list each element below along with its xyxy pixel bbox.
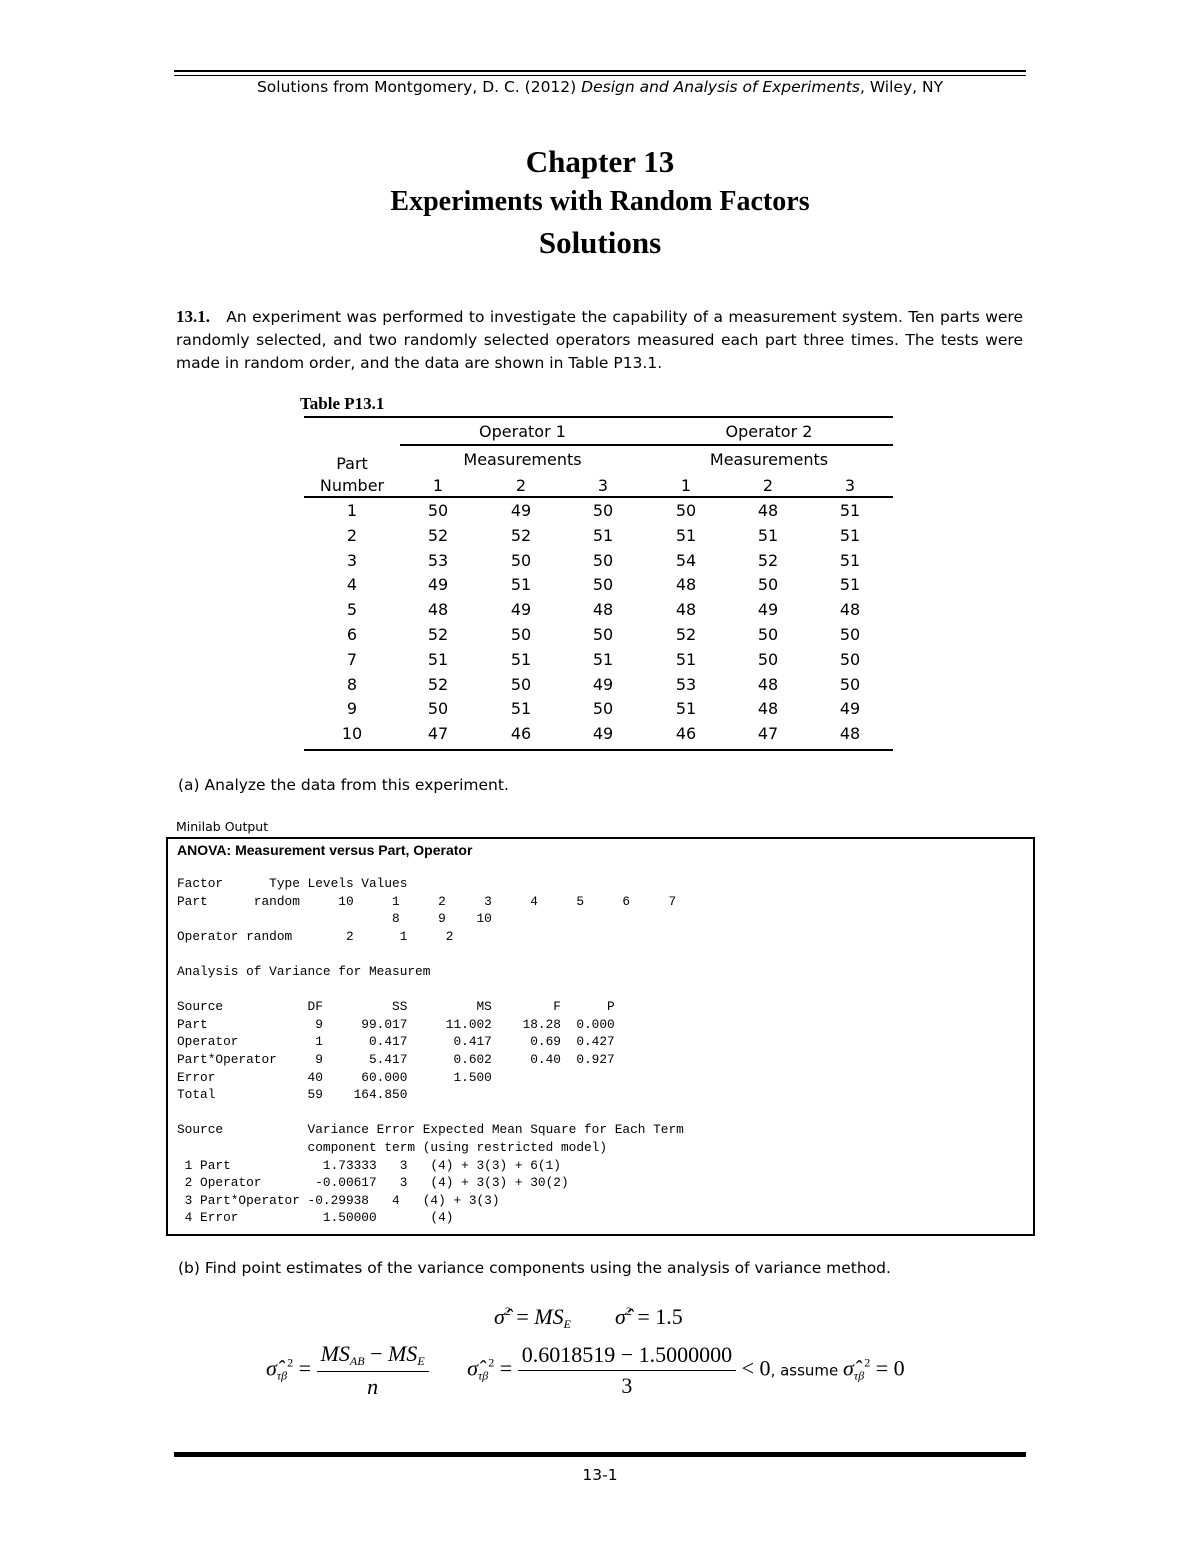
measurement-cell: 51 — [510, 575, 532, 595]
measurement-cell: 49 — [427, 575, 449, 595]
measurement-cell: 52 — [427, 674, 449, 694]
page-number: 13-1 — [582, 1466, 618, 1484]
measurement-cell: 51 — [839, 501, 861, 520]
chapter-title: Chapter 13 — [525, 144, 675, 179]
part-header: Part — [336, 454, 368, 473]
chapter-titles — [0, 142, 1200, 264]
part-number-cell: 10 — [341, 724, 363, 744]
measurement-cell: 48 — [839, 724, 861, 744]
problem-statement — [176, 305, 1023, 375]
measurement-cell: 48 — [427, 600, 449, 620]
measurement-cell: 50 — [427, 501, 449, 520]
measurement-cell: 52 — [675, 625, 697, 644]
measurement-cell: 51 — [592, 649, 614, 669]
measurement-cell: 50 — [839, 625, 861, 644]
header-rule — [174, 70, 1026, 76]
header-book-title: Design and Analysis of Experiments — [581, 78, 860, 96]
measurement-cell: 49 — [510, 600, 532, 620]
measurement-cell: 51 — [427, 649, 449, 669]
measurement-cell: 49 — [839, 699, 861, 719]
measurement-cell: 50 — [675, 501, 697, 520]
measurement-cell: 50 — [510, 625, 532, 644]
measurement-cell: 50 — [839, 674, 861, 694]
measurement-cell: 51 — [757, 525, 779, 545]
measurement-cell: 50 — [757, 625, 779, 644]
measurement-cell: 50 — [757, 649, 779, 669]
measurement-cell: 54 — [675, 550, 697, 570]
measurement-cell: 51 — [510, 699, 532, 719]
chapter-subtitle: Experiments with Random Factors — [390, 186, 810, 217]
measurement-cell: 49 — [592, 674, 614, 694]
header-prefix: Solutions from Montgomery, D. C. (2012) — [256, 78, 582, 96]
error-variance-value: 1.5 — [655, 1304, 683, 1329]
measurement-cell: 50 — [592, 575, 614, 595]
measurement-cell: 52 — [510, 525, 532, 545]
output-title: ANOVA: Measurement versus Part, Operator — [177, 842, 473, 858]
measurement-cell: 52 — [757, 550, 779, 570]
measurement-cell: 48 — [757, 699, 779, 719]
equation-interaction-variance: $\sigmâ_{\tau\beta}^2$ = $\frac{MS_{AB} - MS_E}{n}$ $\sigmâ_{\tau\beta}^2$ = $\frac{0.6018519 - 1.5000000}{3}$ < 0, assume $\sigmâ_{\tau\beta}^2 = 0$ — [266, 1341, 905, 1399]
table-rule-operators — [400, 444, 893, 446]
measurement-cell: 50 — [510, 674, 532, 694]
part-number-cell: 5 — [346, 600, 358, 620]
measurement-cell: 51 — [839, 575, 861, 595]
measurement-cell: 50 — [757, 575, 779, 595]
number-header: Number — [319, 476, 385, 495]
measurement-column-header: 3 — [844, 476, 856, 495]
part-number-cell: 8 — [346, 674, 358, 694]
measurement-column-header: 3 — [597, 476, 609, 495]
running-header — [174, 78, 1026, 96]
measurement-cell: 49 — [510, 501, 532, 520]
measurement-cell: 46 — [510, 724, 532, 744]
operator2-measurements-header: Measurements — [709, 450, 829, 469]
measurement-cell: 51 — [675, 699, 697, 719]
output-text: Factor Type Levels Values Part random 10 1 2 3 4 5 6 7 8 9 10 Operator random 2 1 2 Analysis of Variance for Measurem Source DF SS MS F P Part 9 99.017 11.002 18.28 0.000 Operator 1 0.417 0.417 0.69 0.427 Part*Operator 9 5.417 0.602 0.40 0.927 Error 40 60.000 1.500 Total 59 164.850 Source Variance Error Expected Mean Square for Each Term component term (using restricted model) 1 Part 1.73333 3 (4) + 3(3) + 6(1) 2 Operator -0.00617 3 (4) + 3(3) + 30(2) 3 Part*Operator -0.29938 4 (4) + 3(3) 4 Error 1.50000 (4) — [177, 876, 684, 1226]
measurement-cell: 48 — [592, 600, 614, 620]
measurement-cell: 53 — [675, 674, 697, 694]
table-rule-header — [304, 496, 893, 498]
question-b: (b) Find point estimates of the variance components using the analysis of variance method. — [178, 1259, 891, 1277]
problem-text: An experiment was performed to investigate the capability of a measurement system. Ten parts were randomly selected, and two randomly selected operators measured each part three times. The tests were made in random order, and the data are shown in Table P13.1. — [176, 308, 1024, 372]
measurement-column-header: 1 — [680, 476, 692, 495]
measurement-cell: 46 — [675, 724, 697, 744]
measurement-cell: 48 — [675, 600, 697, 620]
measurement-cell: 50 — [427, 699, 449, 719]
measurement-cell: 49 — [757, 600, 779, 620]
measurement-cell: 50 — [592, 625, 614, 644]
table-rule-bottom — [304, 749, 893, 751]
minilab-output-label: Minilab Output — [176, 819, 269, 834]
measurement-cell: 50 — [592, 501, 614, 520]
solutions-heading: Solutions — [538, 225, 662, 260]
footer-rule — [174, 1452, 1026, 1457]
measurement-cell: 51 — [839, 550, 861, 570]
numeric-fraction — [518, 1342, 736, 1399]
question-a: (a) Analyze the data from this experiment. — [178, 776, 509, 794]
header-suffix: , Wiley, NY — [859, 78, 944, 96]
part-number-cell: 3 — [346, 550, 358, 570]
operator2-header: Operator 2 — [725, 422, 813, 441]
part-number-cell: 1 — [346, 501, 358, 520]
measurement-cell: 52 — [427, 625, 449, 644]
measurement-cell: 51 — [839, 525, 861, 545]
measurement-cell: 50 — [592, 550, 614, 570]
table-caption: Table P13.1 — [300, 394, 385, 413]
measurement-cell: 50 — [592, 699, 614, 719]
measurement-cell: 51 — [675, 649, 697, 669]
operator1-measurements-header: Measurements — [463, 450, 582, 469]
measurement-cell: 51 — [675, 525, 697, 545]
measurement-cell: 51 — [592, 525, 614, 545]
sigma-hat: σ̂ — [494, 1304, 505, 1329]
part-number-cell: 2 — [346, 525, 358, 545]
measurement-cell: 48 — [675, 575, 697, 595]
measurement-cell: 48 — [839, 600, 861, 620]
measurement-cell: 53 — [427, 550, 449, 570]
measurement-column-header: 1 — [432, 476, 444, 495]
fraction-denominator: 3 — [621, 1373, 633, 1398]
general-fraction: $\frac{MS_{AB} - MS_E}{n}$ — [317, 1341, 429, 1400]
measurement-cell: 47 — [757, 724, 779, 744]
problem-number: 13.1. — [176, 307, 210, 326]
measurement-cell: 49 — [592, 724, 614, 744]
measurement-cell: 52 — [427, 525, 449, 545]
measurement-cell: 47 — [427, 724, 449, 744]
measurement-cell: 50 — [839, 649, 861, 669]
minitab-output-box — [166, 837, 1035, 1236]
part-number-cell: 4 — [346, 575, 358, 595]
measurement-cell: 50 — [510, 550, 532, 570]
table-rule-top — [304, 416, 893, 418]
part-number-cell: 6 — [346, 625, 358, 644]
measurement-column-header: 2 — [762, 476, 774, 495]
equation-error-variance: σ̂$^2$ = $MS_E$ σ̂$^2$ = 1.5 — [494, 1304, 683, 1331]
measurement-column-header: 2 — [515, 476, 527, 495]
operator1-header: Operator 1 — [479, 422, 566, 441]
measurement-cell: 48 — [757, 674, 779, 694]
part-number-cell: 9 — [346, 699, 358, 719]
measurement-cell: 51 — [510, 649, 532, 669]
part-number-cell: 7 — [346, 649, 358, 669]
measurement-cell: 48 — [757, 501, 779, 520]
fraction-numerator: 0.6018519 − 1.5000000 — [518, 1342, 736, 1371]
